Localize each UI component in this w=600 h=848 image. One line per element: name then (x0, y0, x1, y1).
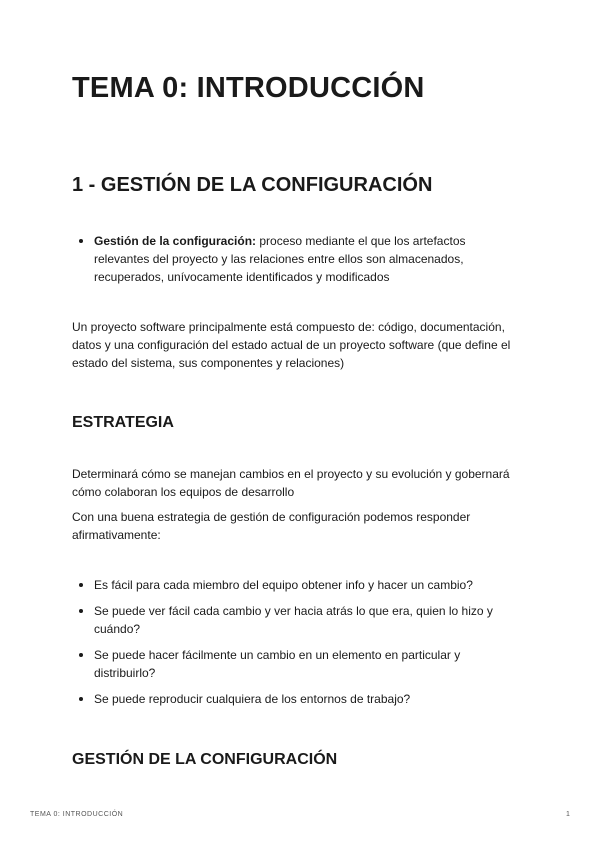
estrategia-bullet-list (72, 576, 512, 708)
definition-list (72, 232, 512, 286)
list-item-text: Es fácil para cada miembro del equipo obtener info y hacer un cambio? (94, 578, 473, 592)
section-heading-gestion: 1 - GESTIÓN DE LA CONFIGURACIÓN (72, 174, 433, 196)
list-item-text: Se puede hacer fácilmente un cambio en un elemento en particular y distribuirlo? (94, 648, 461, 680)
bullet-dot-icon (79, 239, 83, 243)
list-item (72, 576, 512, 594)
footer-running-title: TEMA 0: INTRODUCCIÓN (30, 811, 124, 818)
estrategia-paragraph-2: Con una buena estrategia de gestión de configuración podemos responder afirmativamente: (72, 510, 471, 542)
definition-item (72, 232, 512, 286)
page-title: TEMA 0: INTRODUCCIÓN (72, 72, 425, 104)
definition-text: proceso mediante el que los artefactos relevantes del proyecto y las relaciones entre ellos son almacenados, recuperados, unívocamente identificados y modificados (94, 234, 466, 284)
bullet-dot-icon (79, 653, 83, 657)
footer-page-number: 1 (566, 811, 571, 818)
section-heading-estrategia: ESTRATEGIA (72, 414, 174, 431)
bullet-dot-icon (79, 609, 83, 613)
list-item (72, 646, 512, 682)
intro-paragraph: Un proyecto software principalmente está compuesto de: código, documentación, datos y una configuración del estado actual de un proyecto software (que define el estado del sistema, sus componentes y relaciones) (72, 320, 511, 370)
list-item-text: Se puede ver fácil cada cambio y ver hacia atrás lo que era, quien lo hizo y cuándo? (94, 604, 493, 636)
bullet-dot-icon (79, 583, 83, 587)
list-item (72, 602, 512, 638)
list-item (72, 690, 512, 708)
section-heading-gestion-configuracion: GESTIÓN DE LA CONFIGURACIÓN (72, 751, 338, 768)
bullet-dot-icon (79, 697, 83, 701)
definition-term: Gestión de la configuración: (94, 234, 257, 248)
list-item-text: Se puede reproducir cualquiera de los entornos de trabajo? (94, 692, 411, 706)
estrategia-paragraph-1: Determinará cómo se manejan cambios en el proyecto y su evolución y gobernará cómo colaboran los equipos de desarrollo (72, 467, 510, 499)
